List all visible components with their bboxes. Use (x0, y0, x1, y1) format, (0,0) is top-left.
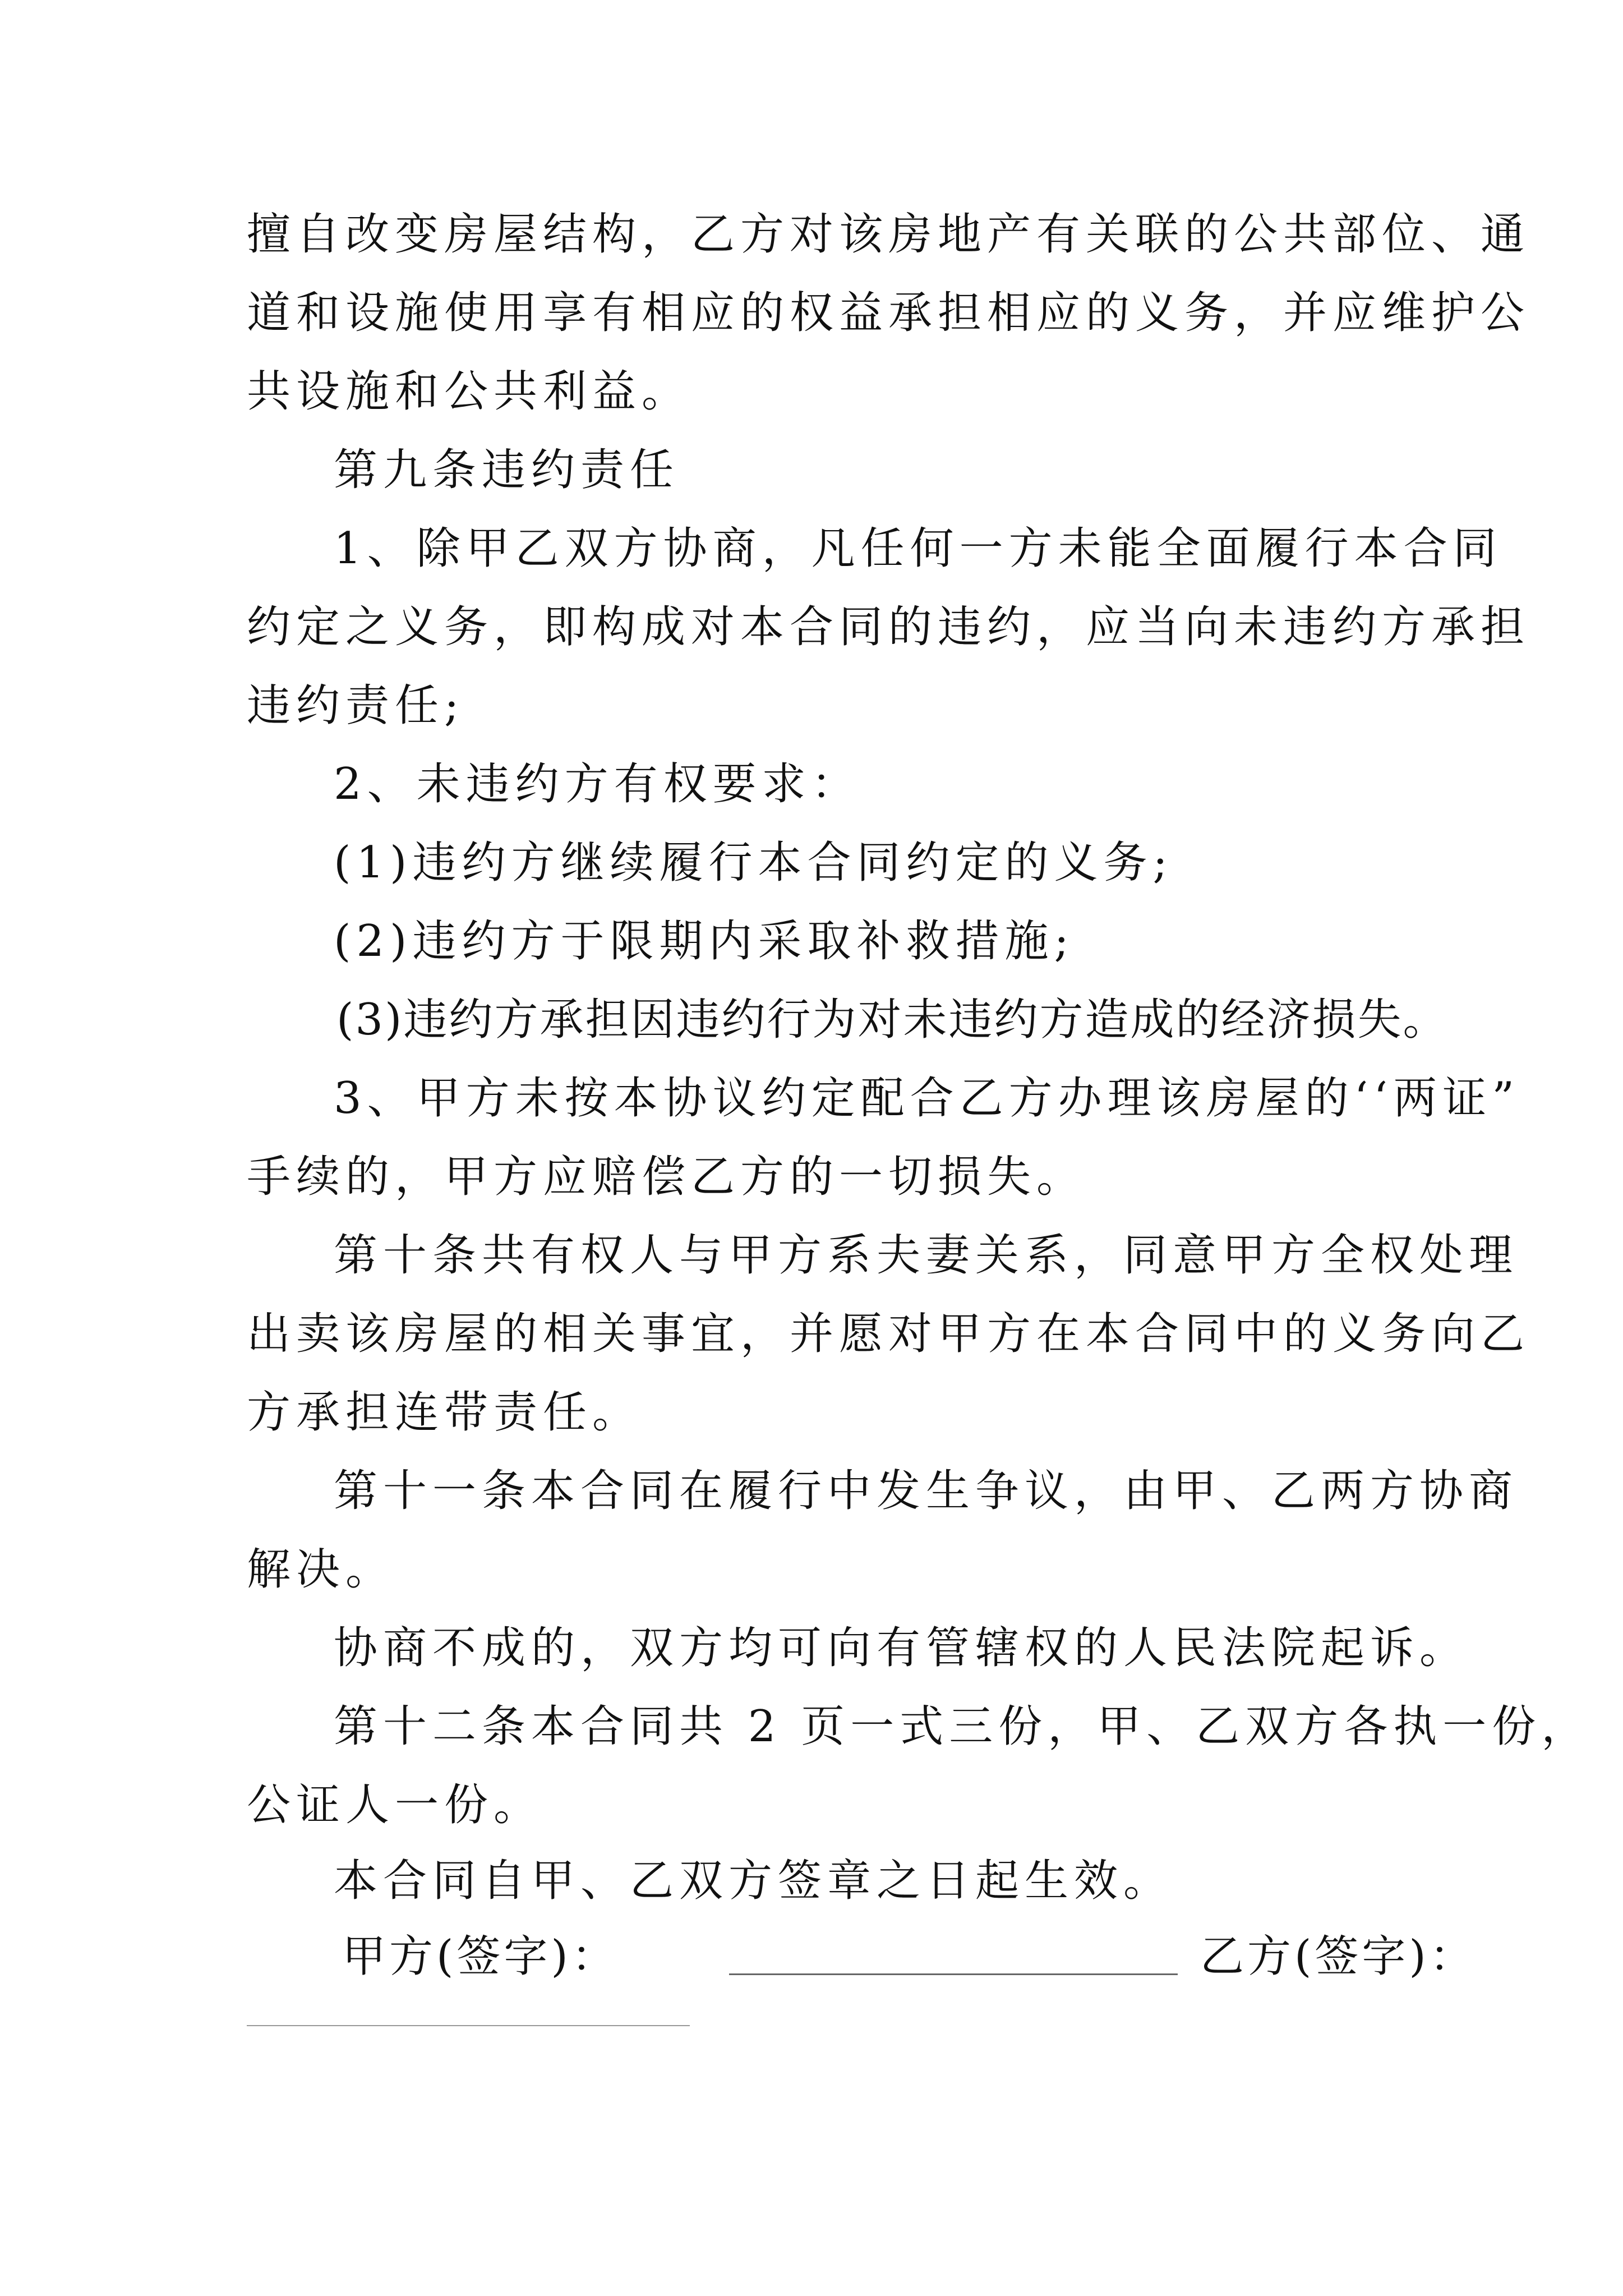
list-item: (1)违约方继续履行本合同约定的义务; (334, 838, 1173, 888)
document-page (247, 0, 1591, 2296)
text-line: 本合同自甲、乙双方签章之日起生效。 (334, 1856, 1173, 1906)
text-line: 2、未违约方有权要求： (334, 759, 861, 809)
party-a-signature-label: 甲方(签字)： (342, 1931, 619, 1982)
party-b-signature-label: 乙方(签字)： (1200, 1931, 1477, 1982)
text-line: 方承担连带责任。 (247, 1387, 642, 1438)
bottom-divider (247, 2025, 690, 2026)
signature-row (342, 1930, 1477, 1986)
party-a-signature-line (729, 1973, 1178, 1975)
text-line: 出卖该房屋的相关事宜，并愿对甲方在本合同中的义务向乙 (247, 1309, 1530, 1359)
text-line: 公证人一份。 (247, 1780, 543, 1830)
text-line: 1、除甲乙双方协商，凡任何一方未能全面履行本合同 (334, 523, 1502, 574)
list-item: (3)违约方承担因违约行为对未违约方造成的经济损失。 (336, 995, 1449, 1045)
section-heading: 第九条违约责任 (334, 445, 680, 495)
text-line: 约定之义务，即构成对本合同的违约，应当向未违约方承担 (247, 602, 1530, 652)
text-line: 第十条共有权人与甲方系夫妻关系，同意甲方全权处理 (334, 1230, 1519, 1281)
text-line: 3、甲方未按本协议约定配合乙方办理该房屋的‘‘两证” (334, 1073, 1520, 1124)
text-line: 共设施和公共利益。 (247, 366, 691, 417)
text-line: 第十一条本合同在履行中发生争议，由甲、乙两方协商 (334, 1466, 1519, 1516)
text-line: 协商不成的，双方均可向有管辖权的人民法院起诉。 (334, 1623, 1469, 1673)
text-line: 解决。 (247, 1544, 395, 1595)
text-line: 手续的，甲方应赔偿乙方的一切损失。 (247, 1152, 1086, 1202)
text-line: 擅自改变房屋结构，乙方对该房地产有关联的公共部位、通 (247, 209, 1530, 260)
text-line: 道和设施使用享有相应的权益承担相应的义务，并应维护公 (247, 288, 1530, 338)
text-line: 违约责任; (247, 680, 465, 731)
text-line: 第十二条本合同共 2 页一式三份，甲、乙双方各执一份， (334, 1701, 1591, 1752)
list-item: (2)违约方于限期内采取补救措施; (334, 916, 1075, 967)
